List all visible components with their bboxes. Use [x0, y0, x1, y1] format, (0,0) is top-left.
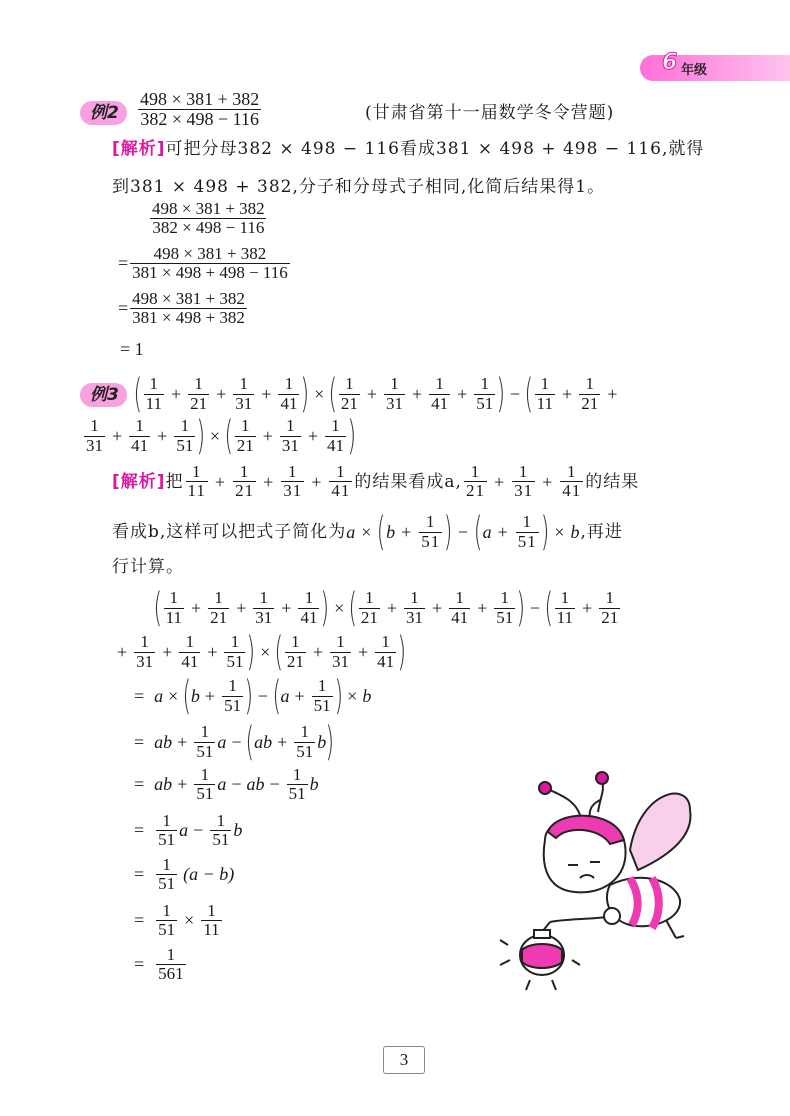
example-3-problem-line1: ( 1 11 + $\frac{1}{21}$ + $\frac{1}{31}$ + $\frac{1}{41}$ ) × ( 1 21 + $\frac{1}{31}$ + $\frac{1}{41}$ + $\frac{1}{51}$ ) − ( 1 11 + $\frac{1}{21}$ +	[133, 371, 618, 417]
example-3-analysis-line2: 看成b,这样可以把式子简化为 a × ( b + $\frac{1}{51}$ ) − ( a + $\frac{1}{51}$ ) × b ,再进	[112, 509, 623, 555]
example-2-step-3: = $\frac{498 \times 381 + 382}{381 \times 498 + 382}$	[118, 289, 245, 328]
grade-label: 年级	[681, 63, 708, 78]
example-3-final-result: = 1 561	[134, 945, 184, 984]
example-2-badge: 例2	[80, 101, 127, 125]
example-3-work-line8: = $\frac{1}{51}$ × $\frac{1}{11}$	[134, 901, 220, 940]
bee-illustration	[490, 770, 710, 1000]
example-3-analysis-line3: 行计算。	[112, 557, 184, 577]
analysis-label: [解析]	[112, 471, 166, 492]
page-number: 3	[383, 1046, 425, 1074]
fraction: $\frac{498 \times 381 + 382}{382 \times 498 - 116}$	[140, 89, 260, 130]
example-3-work-line1: ( 1 11 + $\frac{1}{21}$ + $\frac{1}{31}$ + $\frac{1}{41}$ ) × ( 1 21 + $\frac{1}{31}$ + $\frac{1}{41}$ + $\frac{1}{51}$ ) − ( 1 11 + $\frac{1}{21}$	[153, 585, 619, 631]
example-3-work-line6: = 1 51 a − $\frac{1}{51}$ b	[134, 811, 243, 850]
example-2-step-1: $\frac{498 \times 381 + 382}{382 \times 498 - 116}$	[152, 199, 265, 238]
example-3-work-line5: = ab + $\frac{1}{51}$ a − ab − $\frac{1}{51}$ b	[134, 765, 319, 804]
example-3-work-line4: = ab + $\frac{1}{51}$ a − ( ab + $\frac{1}{51}$ b )	[134, 719, 335, 765]
grade-number: 6	[662, 50, 678, 75]
example-2-analysis-line2: 到381 × 498 + 382,分子和分母式子相同,化简后结果得1。	[112, 177, 606, 197]
example-2-analysis-line1: [解析]可把分母382 × 498 − 116看成381 × 498 + 498 − 116,就得	[112, 139, 705, 159]
analysis-label: [解析]	[112, 139, 166, 159]
example-3-work-line7: = 1 51 (a − b)	[134, 855, 235, 894]
example-2-expression	[136, 90, 263, 130]
example-3-work-line3: = a × ( b + $\frac{1}{51}$ ) − ( a + $\frac{1}{51}$ ) × b	[134, 673, 372, 719]
example-3-work-line2: + $\frac{1}{31}$ + $\frac{1}{41}$ + $\frac{1}{51}$ ) × ( 1 21 + $\frac{1}{31}$ + $\frac{1}{41}$ )	[117, 629, 407, 675]
example-3-badge: 例3	[80, 383, 127, 407]
example-2-step-2: = $\frac{498 \times 381 + 382}{381 \times 498 + 498 - 116}$	[118, 244, 288, 283]
example-3-analysis-line1: [解析] 把 1 11 + $\frac{1}{21}$ + $\frac{1}{31}$ + $\frac{1}{41}$ 的结果看成a, 1 21 + $\frac{1}{31}$ + $\frac{1}{41}$ 的结果	[112, 462, 640, 501]
example-2-result: = 1	[120, 339, 144, 359]
example-2-source: (甘肃省第十一届数学冬令营题)	[365, 103, 615, 123]
example-3-problem-line2: 1 31 + $\frac{1}{41}$ + $\frac{1}{51}$ ) × ( 1 21 + $\frac{1}{31}$ + $\frac{1}{41}$ )	[86, 413, 357, 459]
